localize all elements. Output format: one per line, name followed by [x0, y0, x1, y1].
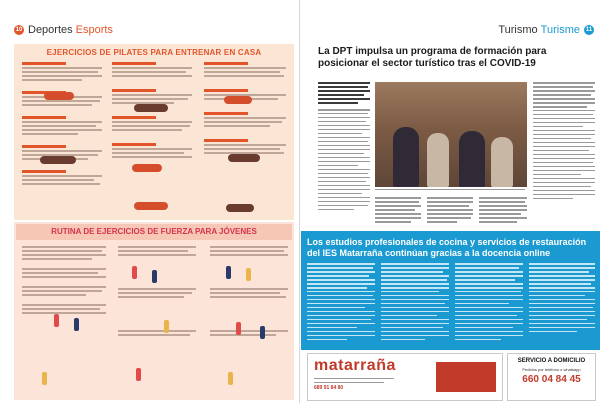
- ad-graphic: [436, 362, 496, 392]
- exercise-figure-illustration: [42, 372, 47, 385]
- ad-phone: 689 91 84 80: [314, 385, 344, 391]
- ad-title: SERVICIO A DOMICILIO: [517, 358, 586, 364]
- blue-article-column: [529, 263, 595, 335]
- article-headline: La DPT impulsa un programa de formación para posicionar el sector turístico tras el COVID-19: [318, 46, 547, 69]
- blue-article-column: [455, 263, 523, 343]
- pilates-title: EJERCICIOS DE PILATES PARA ENTRENAR EN CASA: [46, 48, 262, 57]
- exercise-figure-illustration: [226, 266, 231, 279]
- blue-article-title: Los estudios profesionales de cocina y servicios de restauración del IES Matarraña continúan gracias a la docencia online: [307, 237, 587, 258]
- page-number-badge: 10: [15, 27, 23, 33]
- article-body-column: [318, 82, 370, 213]
- exercise-figure-illustration: [74, 318, 79, 331]
- exercise-figure-illustration: [136, 368, 141, 381]
- section-subtitle: Esports: [75, 24, 113, 36]
- pilates-infographic: [14, 44, 294, 220]
- exercise-figure-illustration: [228, 372, 233, 385]
- pilates-figure-illustration: [134, 202, 168, 210]
- blue-article-box: [301, 231, 600, 350]
- blue-article-column: [381, 263, 449, 343]
- fuerza-title: RUTINA DE EJERCICIOS DE FUERZA PARA JÓVENES: [51, 227, 257, 236]
- matarranya-advertisement[interactable]: [307, 353, 503, 401]
- section-header: [14, 22, 113, 38]
- exercise-text-column: [204, 62, 288, 156]
- pilates-figure-illustration: [224, 96, 252, 104]
- right-page: [301, 0, 600, 403]
- photo-person: [427, 133, 449, 187]
- section-header: [498, 22, 594, 38]
- ad-phone: 660 04 84 45: [522, 374, 581, 385]
- article-photo: [375, 82, 527, 187]
- pilates-figure-illustration: [40, 156, 76, 164]
- exercise-figure-illustration: [164, 320, 169, 333]
- exercise-text-column: [210, 246, 290, 338]
- article-body-column: [533, 82, 595, 202]
- ad-brand-name: matarraña: [314, 357, 396, 374]
- article-body-bottom: [375, 197, 527, 225]
- pilates-figure-illustration: [44, 92, 74, 100]
- exercise-figure-illustration: [236, 322, 241, 335]
- pilates-figure-illustration: [134, 104, 168, 112]
- fuerza-infographic: [14, 222, 294, 400]
- exercise-text-column: [118, 246, 198, 338]
- blue-article-column: [307, 263, 375, 343]
- section-title: Turismo: [498, 24, 538, 36]
- ad-subtitle: Pedidos por teléfono o whatsapp: [522, 367, 581, 372]
- exercise-figure-illustration: [132, 266, 137, 279]
- page-number-badge: 11: [585, 27, 593, 33]
- servicio-domicilio-advertisement[interactable]: [507, 353, 596, 401]
- exercise-figure-illustration: [152, 270, 157, 283]
- exercise-text-column: [22, 246, 108, 316]
- exercise-figure-illustration: [260, 326, 265, 339]
- photo-caption: [375, 189, 527, 193]
- exercise-figure-illustration: [246, 268, 251, 281]
- pilates-figure-illustration: [226, 204, 254, 212]
- section-title: Deportes: [28, 24, 73, 36]
- pilates-figure-illustration: [132, 164, 162, 172]
- photo-person: [459, 131, 485, 187]
- photo-person: [393, 127, 419, 187]
- exercise-text-column: [22, 62, 104, 187]
- section-subtitle: Turisme: [540, 24, 580, 36]
- pilates-figure-illustration: [228, 154, 260, 162]
- photo-person: [491, 137, 513, 187]
- exercise-figure-illustration: [54, 314, 59, 327]
